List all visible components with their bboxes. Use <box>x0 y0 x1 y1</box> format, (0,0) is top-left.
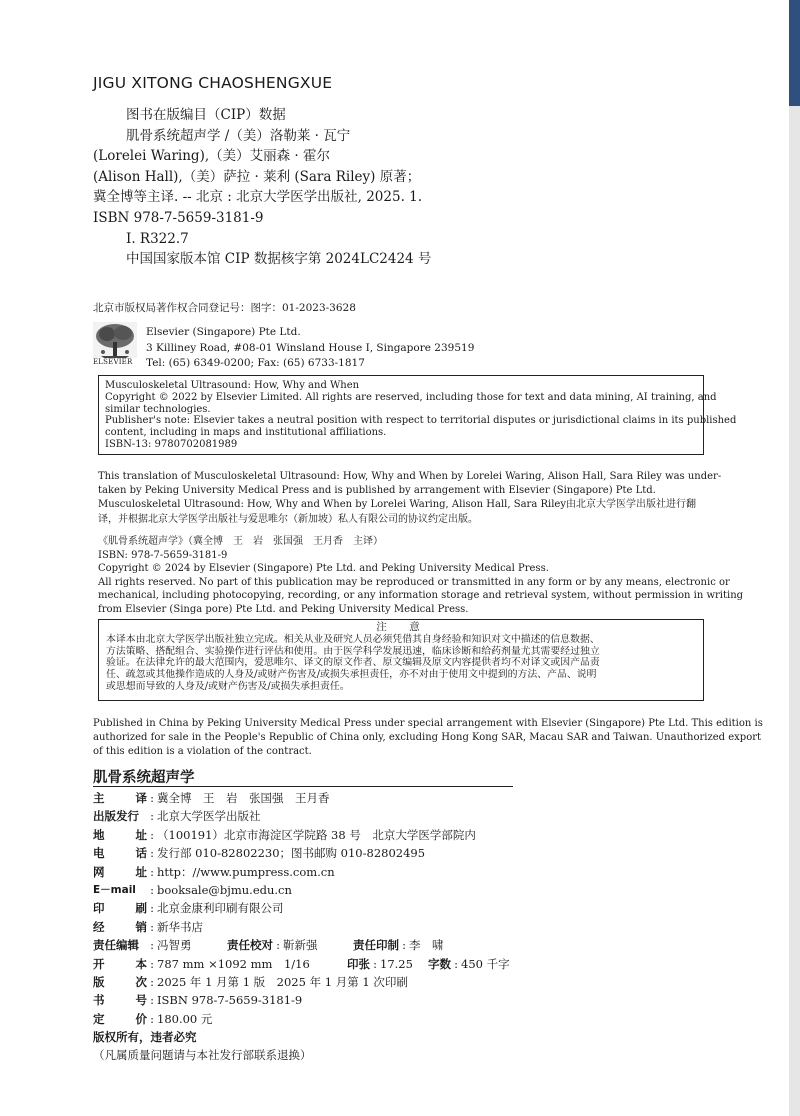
book-line: All rights reserved. No part of this publication may be reproduced or transmitted in any form or by any means, electronic or <box>98 576 730 588</box>
box-line: Musculoskeletal Ultrasound: How, Why and When <box>105 380 360 391</box>
cip-isbn: ISBN 978-7-5659-3181-9 <box>93 209 264 226</box>
label-char: 电 <box>93 846 105 861</box>
notice-line: 或思想而导致的人身及/或财产伤害及/或损失承担责任。 <box>106 680 350 692</box>
label-char: 主 <box>93 791 105 805</box>
book-line: mechanical, including photocopying, recording, or any information storage and retrieval system, without permission in writing <box>98 590 744 601</box>
page-edge-bar <box>789 106 800 1116</box>
proofreader-label: 责任校对 <box>227 938 273 953</box>
translation-line: This translation of Musculoskeletal Ultrasound: How, Why and When by Lorelei Waring, Alison Hall, Sara Riley was under- <box>98 471 722 482</box>
edition-value: 2025 年 1 月第 1 版 2025 年 1 月第 1 次印刷 <box>157 974 408 989</box>
distributor-value: 新华书店 <box>157 919 203 934</box>
label-char: 版 <box>93 974 105 989</box>
word-count-label: 字数 <box>428 956 451 971</box>
cip-title: 图书在版编目（CIP）数据 <box>126 107 286 123</box>
label-char: 定 <box>93 1011 105 1026</box>
cip-block <box>93 105 653 270</box>
website-link[interactable]: http：//www.pumpress.com.cn <box>157 864 335 879</box>
colophon-email: E－mail : booksale@bjmu.edu.cn <box>93 881 693 899</box>
label-char: 次 <box>135 974 147 989</box>
colophon-translators: 主 译 : 冀全博 王 岩 张国强 王月香 <box>93 789 693 807</box>
running-header: JIGU XITONG CHAOSHENGXUE <box>93 74 333 92</box>
return-note: （凡属质量问题请与本社发行部联系退换） <box>93 1048 312 1063</box>
translators-value: 冀全博 王 岩 张国强 王月香 <box>157 791 330 805</box>
label-char: 价 <box>135 1011 147 1026</box>
colophon-edition: 版 次 : 2025 年 1 月第 1 版 2025 年 1 月第 1 次印刷 <box>93 973 693 991</box>
translated-book-statement <box>98 535 744 616</box>
colophon-publisher: 出版发行 : 北京大学医学出版社 <box>93 807 693 825</box>
title-rule <box>93 786 513 787</box>
notice-line: 任、疏忽或其他操作造成的人身及/或财产伤害及/或损失承担责任，亦不对由于使用文中提到的方法、产品、说明 <box>106 669 597 681</box>
colophon-return-note <box>93 1046 693 1064</box>
book-line: 《肌骨系统超声学》（冀全博 王 岩 张国强 王月香 主译） <box>98 536 383 547</box>
cip-line: 冀全博等主译. -- 北京 : 北京大学医学出版社, 2025. 1. <box>93 189 423 206</box>
price-value: 180.00 元 <box>157 1011 213 1026</box>
notice-line: 本译本由北京大学医学出版社独立完成。相关从业及研究人员必须凭借其自身经验和知识对文中描述的信息数据、 <box>106 633 600 645</box>
address-value: （100191）北京市海淀区学院路 38 号 北京大学医学部院内 <box>157 827 476 842</box>
colophon-website: 网 址 : http：//www.pumpress.com.cn <box>93 863 693 881</box>
label-char: 印 <box>93 901 105 916</box>
label-char: 址 <box>135 827 147 842</box>
word-count-value: 450 千字 <box>461 956 510 971</box>
colophon-rights <box>93 1028 693 1046</box>
label-char: 刷 <box>135 901 147 916</box>
publisher-value: 北京大学医学出版社 <box>157 809 261 824</box>
sheets-label: 印张 <box>347 956 370 971</box>
box-line: Copyright © 2022 by Elsevier Limited. All rights are reserved, including those for text and data mining, AI training, and <box>105 391 717 403</box>
format-value: 787 mm ×1092 mm 1/16 <box>157 956 310 971</box>
translation-line: Musculoskeletal Ultrasound: How, Why and When by Lorelei Waring, Alison Hall, Sara Riley由北京大学医学出版社进行翻 <box>98 499 696 511</box>
page-edge-tab <box>789 0 800 106</box>
label-char: 书 <box>93 993 105 1008</box>
colophon-distributor: 经 销 : 新华书店 <box>93 918 693 936</box>
box-line: similar technologies. <box>105 403 211 415</box>
email-label: E－mail <box>93 883 136 896</box>
label-char: 本 <box>135 956 147 971</box>
editor-label: 责任编辑 <box>93 938 139 953</box>
cip-record-number: 中国国家版本馆 CIP 数据核字第 2024LC2424 号 <box>126 251 432 268</box>
rights-statement: 版权所有，违者必究 <box>93 1030 197 1045</box>
label-char: 网 <box>93 864 105 879</box>
translation-line: taken by Peking University Medical Press and is published by arrangement with Elsevier (Singapore) Pte Ltd. <box>98 485 656 497</box>
elsevier-address-line: Tel: (65) 6349-0200; Fax: (65) 6733-1817 <box>146 357 365 369</box>
translation-statement <box>98 470 722 527</box>
pub-line: authorized for sale in the People's Republic of China only, excluding Hong Kong SAR, Macau SAR and Taiwan. Unauthorized export <box>93 731 762 743</box>
colophon-format: 开 本 : 787 mm ×1092 mm 1/16 印张 : 17.25 字数 : 450 千字 <box>93 955 693 973</box>
print-supervisor-label: 责任印制 <box>353 938 399 953</box>
cip-classification: Ⅰ. R322.7 <box>126 230 189 247</box>
colophon <box>93 789 693 1065</box>
label-char: 地 <box>93 827 105 842</box>
cip-line: 肌骨系统超声学 /（美）洛勒莱 · 瓦宁 <box>126 127 351 144</box>
cip-line: (Lorelei Waring),（美）艾丽森 · 霍尔 <box>93 148 331 165</box>
book-line: from Elsevier (Singa pore) Pte Ltd. and Peking University Medical Press. <box>98 603 469 615</box>
label-char: 话 <box>135 846 147 861</box>
pub-line: of this edition is a violation of the contract. <box>93 745 312 757</box>
notice-line: 方法策略、搭配组合、实验操作进行评估和使用。由于医学科学发展迅速，临床诊断和给药剂量尤其需要经过独立 <box>106 645 600 657</box>
elsevier-address <box>146 325 474 372</box>
email-link[interactable]: booksale@bjmu.edu.cn <box>157 882 292 897</box>
label-char: 开 <box>93 956 105 971</box>
printer-value: 北京金康利印刷有限公司 <box>157 901 284 916</box>
original-copyright-box <box>98 375 737 455</box>
book-line: ISBN: 978-7-5659-3181-9 <box>98 549 228 561</box>
box-line: content, including in maps and institutional affiliations. <box>105 427 387 439</box>
elsevier-wordmark: ELSEVIER <box>93 358 133 366</box>
colophon-phone: 电 话 : 发行部 010-82802230；图书邮购 010-82802495 <box>93 844 693 862</box>
notice-box <box>98 619 704 701</box>
elsevier-address-line: 3 Killiney Road, #08-01 Winsland House I, Singapore 239519 <box>146 341 475 354</box>
cip-line: (Alison Hall),（美）萨拉 · 莱利 (Sara Riley) 原著； <box>93 168 421 185</box>
label-char: 经 <box>93 919 105 934</box>
label-char: 号 <box>135 993 147 1008</box>
translation-line: 译，并根据北京大学医学出版社与爱思唯尔（新加坡）私人有限公司的协议约定出版。 <box>98 513 478 525</box>
label-char: 址 <box>135 864 147 879</box>
print-supervisor-value: 李 啸 <box>409 938 444 953</box>
pub-line: Published in China by Peking University Medical Press under special arrangement with Elsevier (Singapore) Pte Ltd. This edition is <box>93 718 763 729</box>
label-char: 译 <box>135 791 147 805</box>
colophon-printer: 印 刷 : 北京金康利印刷有限公司 <box>93 899 693 917</box>
colophon-price: 定 价 : 180.00 元 <box>93 1010 693 1028</box>
book-line: Copyright © 2024 by Elsevier (Singapore) Pte Ltd. and Peking University Medical Press. <box>98 563 549 574</box>
colophon-editors: 责任编辑 : 冯智勇 责任校对 : 靳新强 责任印制 : 李 啸 <box>93 936 693 954</box>
box-line: ISBN-13: 9780702081989 <box>105 438 238 450</box>
box-line: Publisher's note: Elsevier takes a neutral position with respect to territorial disputes or jurisdictional claims in its published <box>105 415 737 427</box>
colophon-isbn: 书 号 : ISBN 978-7-5659-3181-9 <box>93 991 693 1009</box>
published-in-china-statement <box>93 717 763 758</box>
publisher-label: 出版发行 <box>93 809 139 824</box>
notice-line: 验证。在法律允许的最大范围内，爱思唯尔、译文的原文作者、原文编辑及原文内容提供者均不对译文或因产品责 <box>106 657 600 669</box>
sheets-value: 17.25 <box>380 956 413 971</box>
copyright-registration: 北京市版权局著作权合同登记号：图字：01-2023-3628 <box>93 302 356 314</box>
isbn-value: ISBN 978-7-5659-3181-9 <box>157 993 303 1008</box>
proofreader-value: 靳新强 <box>283 938 318 953</box>
label-char: 销 <box>135 919 147 934</box>
editor-value: 冯智勇 <box>157 938 192 953</box>
colophon-address: 地 址 : （100191）北京市海淀区学院路 38 号 北京大学医学部院内 <box>93 826 693 844</box>
elsevier-address-line: Elsevier (Singapore) Pte Ltd. <box>146 326 301 338</box>
book-title: 肌骨系统超声学 <box>93 770 195 786</box>
phone-value: 发行部 010-82802230；图书邮购 010-82802495 <box>157 846 426 861</box>
notice-title: 注 意 <box>376 621 426 633</box>
